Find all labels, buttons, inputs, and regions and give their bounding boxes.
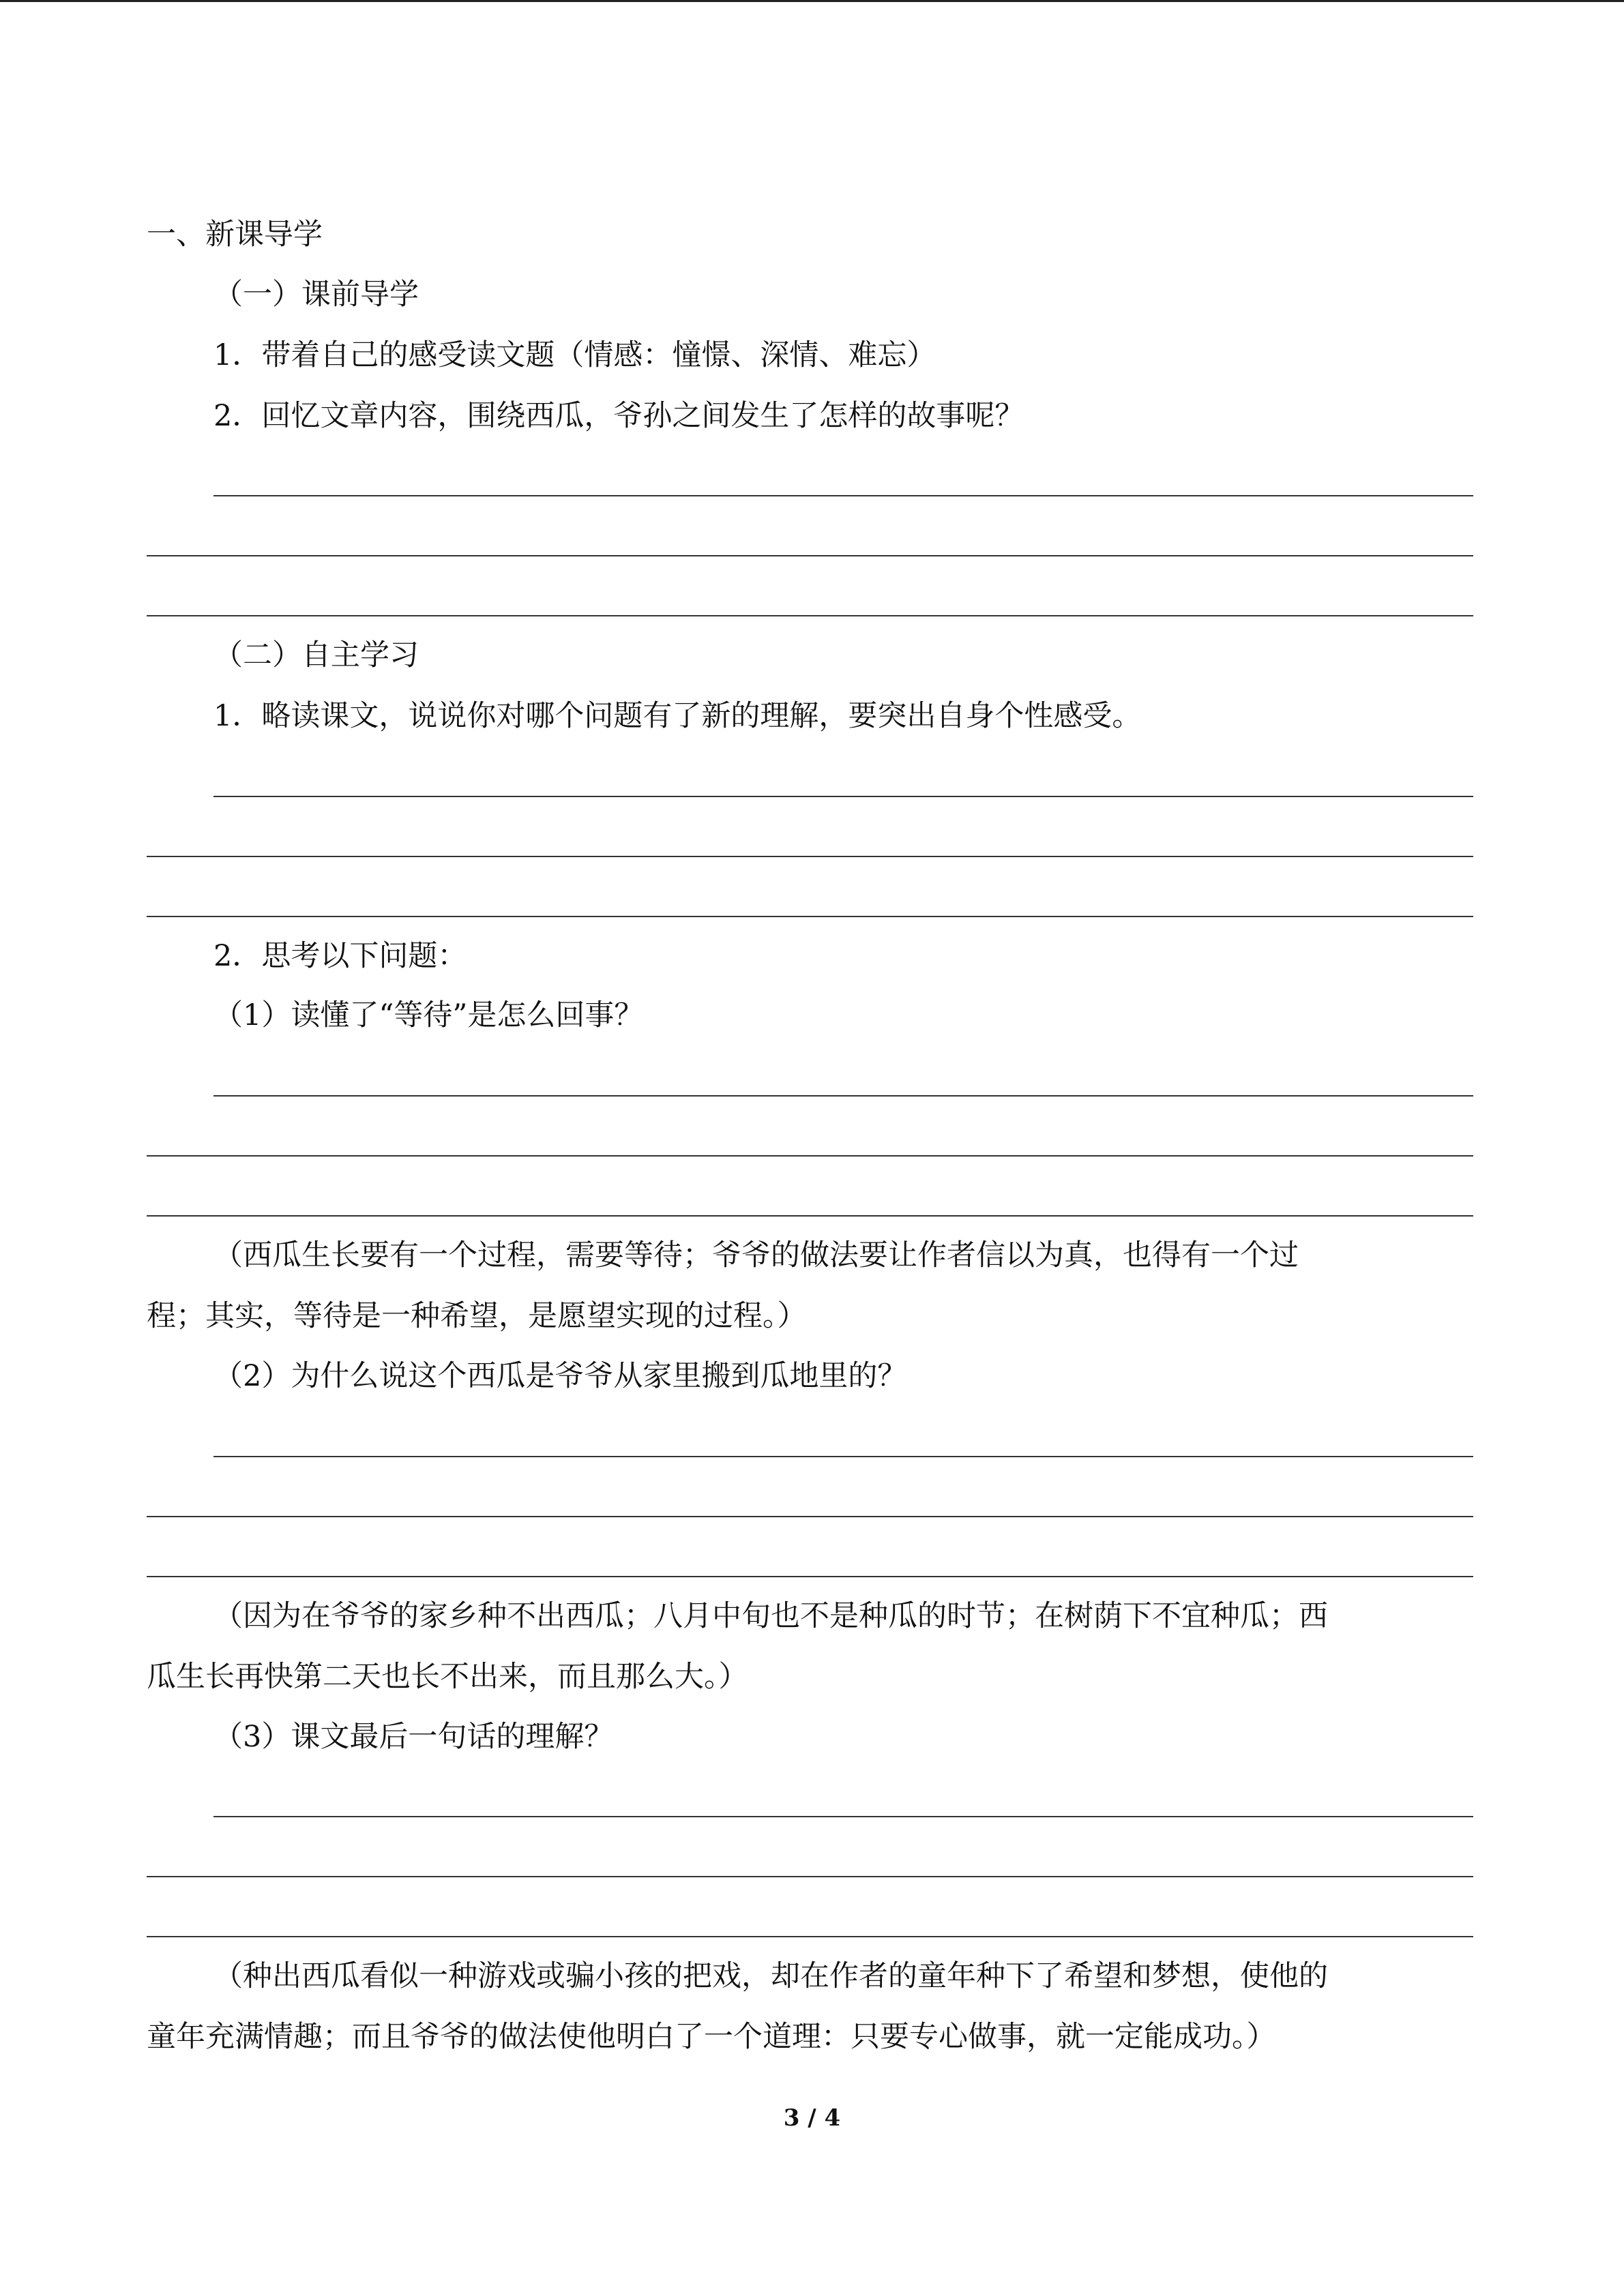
sub-answer-1-line-1: （西瓜生长要有一个过程，需要等待；爷爷的做法要让作者信以为真，也得有一个过 [213, 1238, 1299, 1272]
answer-line[interactable] [147, 1876, 1473, 1877]
sub-answer-1-line-2: 程；其实，等待是一种希望，是愿望实现的过程。） [147, 1299, 807, 1333]
answer-line[interactable] [147, 916, 1473, 917]
part1-heading: （一）课前导学 [213, 278, 419, 312]
answer-line[interactable] [147, 1155, 1473, 1157]
answer-line[interactable] [213, 796, 1473, 797]
sub-question-2: （2）为什么说这个西瓜是爷爷从家里搬到瓜地里的？ [213, 1359, 907, 1393]
part2-heading: （二）自主学习 [213, 638, 419, 672]
answer-line[interactable] [147, 1576, 1473, 1577]
page-top-border [0, 0, 1624, 2]
answer-line[interactable] [147, 1516, 1473, 1517]
answer-line[interactable] [147, 856, 1473, 857]
answer-line[interactable] [147, 1215, 1473, 1217]
sub-question-1: （1）读懂了“等待”是怎么回事？ [213, 998, 644, 1032]
answer-line[interactable] [213, 1095, 1473, 1097]
part2-question-1: 1．略读课文，说说你对哪个问题有了新的理解，要突出自身个性感受。 [213, 699, 1142, 733]
answer-line[interactable] [213, 1816, 1473, 1817]
answer-line[interactable] [147, 1936, 1473, 1937]
answer-line[interactable] [147, 615, 1473, 616]
sub-answer-2-line-2: 瓜生长再快第二天也长不出来，而且那么大。） [147, 1660, 748, 1694]
part2-question-2: 2．思考以下问题： [213, 939, 467, 973]
answer-line[interactable] [213, 495, 1473, 496]
answer-line[interactable] [213, 1456, 1473, 1457]
part1-question-2: 2．回忆文章内容，围绕西瓜，爷孙之间发生了怎样的故事呢？ [213, 399, 1024, 433]
answer-line[interactable] [147, 555, 1473, 556]
sub-answer-3-line-2: 童年充满情趣；而且爷爷的做法使他明白了一个道理：只要专心做事，就一定能成功。） [147, 2020, 1276, 2054]
part1-question-1: 1．带着自己的感受读文题（情感：憧憬、深情、难忘） [213, 338, 936, 372]
sub-answer-2-line-1: （因为在爷爷的家乡种不出西瓜；八月中旬也不是种瓜的时节；在树荫下不宜种瓜；西 [213, 1599, 1328, 1633]
sub-question-3: （3）课文最后一句话的理解？ [213, 1720, 614, 1754]
section-title: 一、新课导学 [147, 218, 323, 252]
page-number: 3 / 4 [783, 2104, 841, 2132]
sub-answer-3-line-1: （种出西瓜看似一种游戏或骗小孩的把戏，却在作者的童年种下了希望和梦想，使他的 [213, 1959, 1328, 1993]
